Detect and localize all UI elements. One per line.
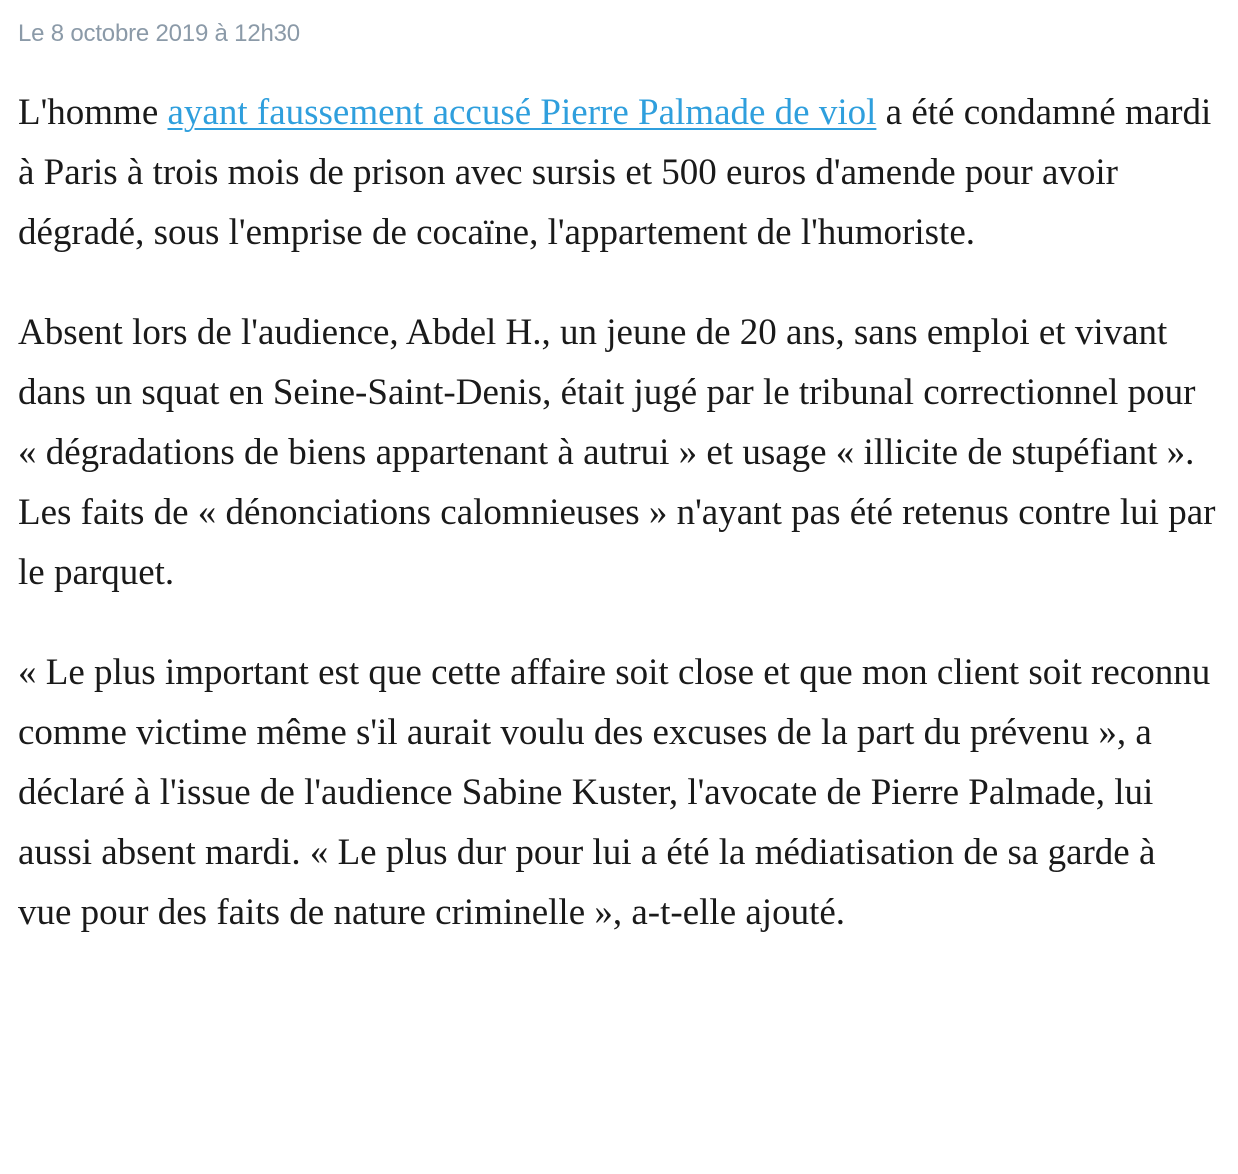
paragraph-1 [18,83,1218,263]
publication-date: Le 8 octobre 2019 à 12h30 [18,20,300,47]
paragraph-1-rest: a été condamné mardi à Paris à trois mois de prison avec sursis et 500 euros d'amende pour avoir dégradé, sous l'emprise de cocaïne, l'appartement de l'humoriste. [18,92,1212,253]
article-body [18,0,1218,943]
paragraph-1-intro: L'homme [18,92,168,133]
paragraph-3: « Le plus important est que cette affaire soit close et que mon client soit reconnu comme victime même s'il aurait voulu des excuses de la part du prévenu », a déclaré à l'issue de l'audience Sabine Kuster, l'avocate de Pierre Palmade, lui aussi absent mardi. « Le plus dur pour lui a été la médiatisation de sa garde à vue pour des faits de nature criminelle », a-t-elle ajouté. [18,652,1211,933]
paragraph-2: Absent lors de l'audience, Abdel H., un jeune de 20 ans, sans emploi et vivant dans un squat en Seine-Saint-Denis, était jugé par le tribunal correctionnel pour « dégradations de biens appartenant à autrui » et usage « illicite de stupéfiant ». Les faits de « dénonciations calomnieuses » n'ayant pas été retenus contre lui par le parquet. [18,312,1216,593]
article-link[interactable]: ayant faussement accusé Pierre Palmade de viol [167,92,877,133]
